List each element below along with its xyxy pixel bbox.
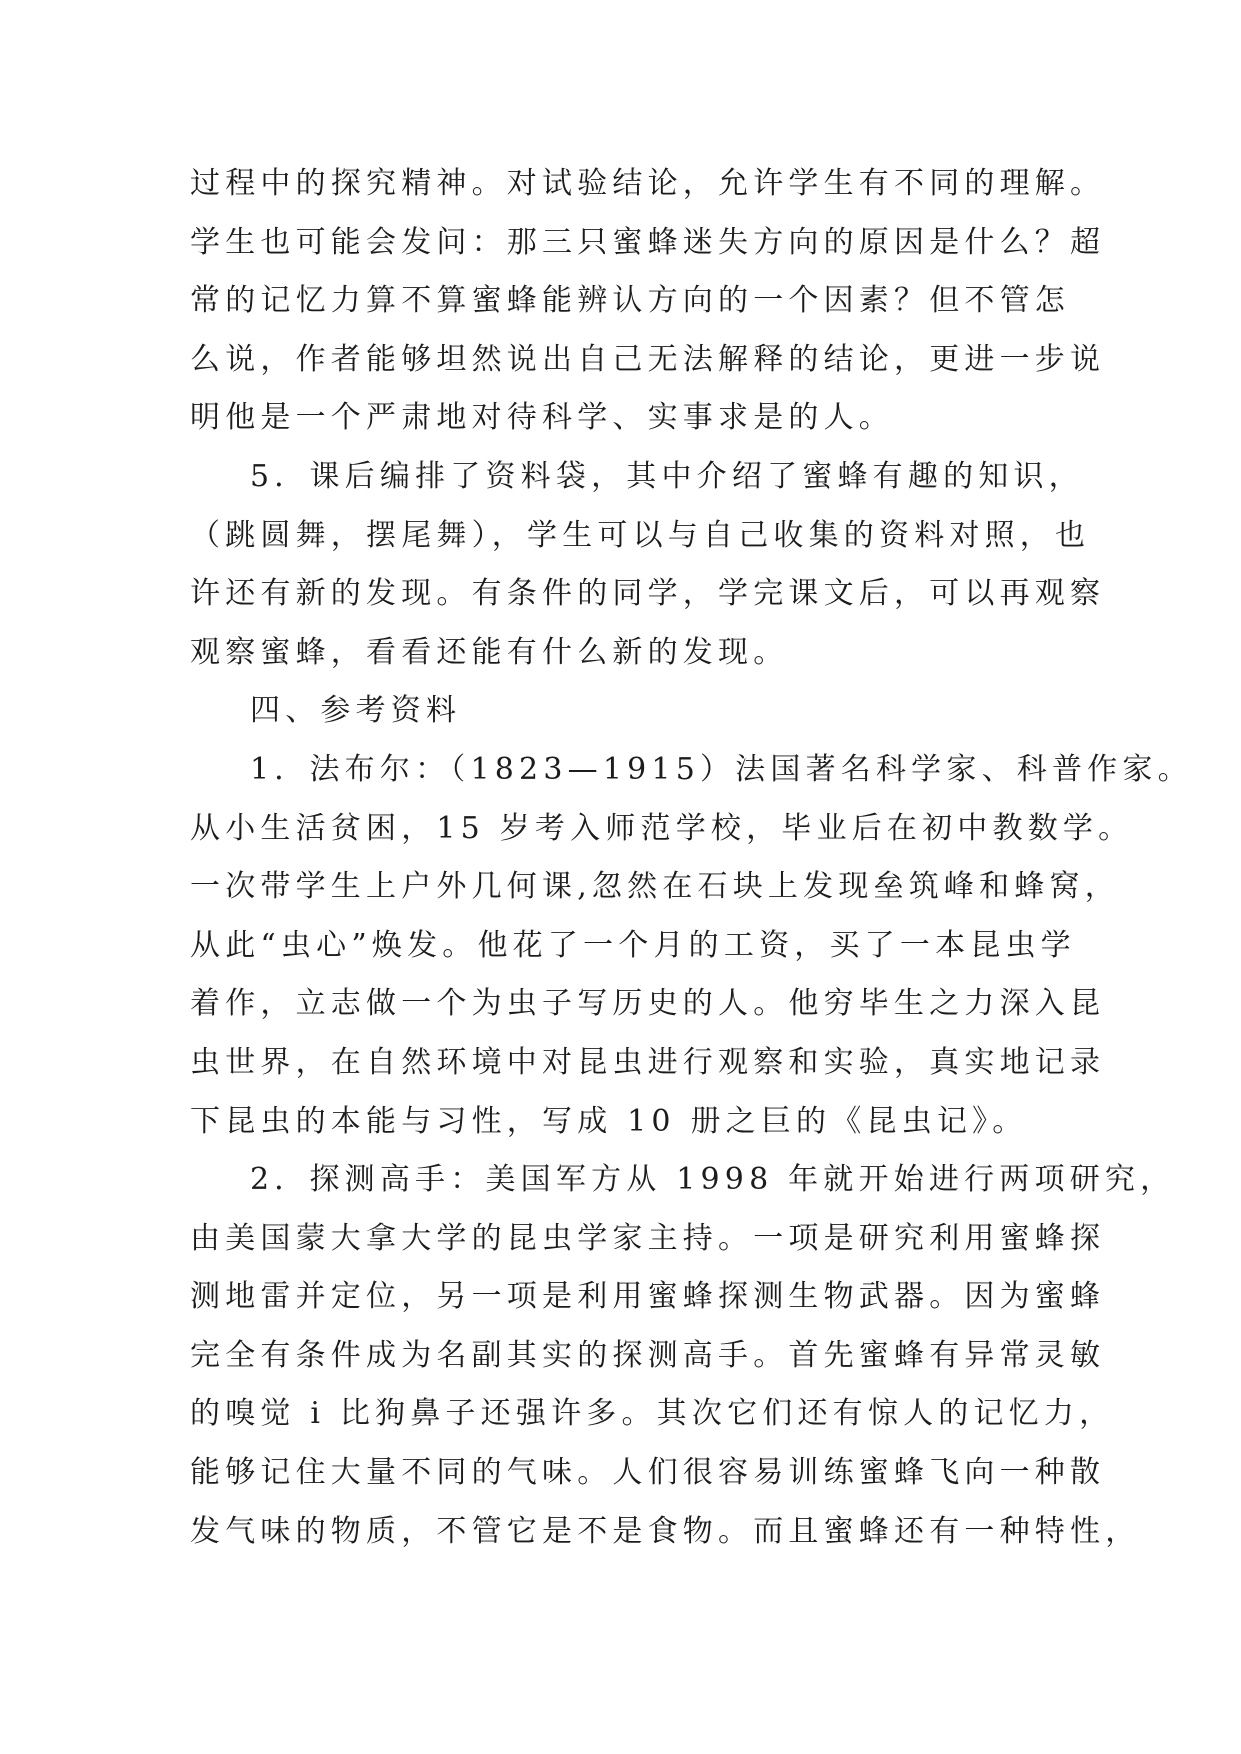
text-line: 常的记忆力算不算蜜蜂能辨认方向的一个因素？但不管怎 [190,283,1070,319]
paragraph-start-line: 2．探测高手：美国军方从 1998 年就开始进行两项研究， [250,1162,1176,1198]
text-line: 学生也可能会发问：那三只蜜蜂迷失方向的原因是什么？超 [190,224,1106,260]
paragraph-start-line: 5．课后编排了资料袋，其中介绍了蜜蜂有趣的知识， [250,458,1084,494]
text-line: 么说，作者能够坦然说出自己无法解释的结论，更进一步说 [190,341,1106,377]
text-line: 下昆虫的本能与习性，写成 10 册之巨的《昆虫记》。 [190,1103,1028,1139]
text-line: 观察蜜蜂，看看还能有什么新的发现。 [190,634,789,670]
text-line: 明他是一个严肃地对待科学、实事求是的人。 [190,400,894,436]
text-line: 测地雷并定位，另一项是利用蜜蜂探测生物武器。因为蜜蜂 [190,1279,1106,1315]
text-line: 着作，立志做一个为虫子写历史的人。他穷毕生之力深入昆 [190,986,1106,1022]
text-line: 从此“虫心”焕发。他花了一个月的工资，买了一本昆虫学 [190,927,1076,963]
text-line: 一次带学生上户外几何课,忽然在石块上发现垒筑峰和蜂窝， [190,869,1120,905]
text-line: 许还有新的发现。有条件的同学，学完课文后，可以再观察 [190,576,1106,612]
text-line: 的嗅觉 i 比狗鼻子还强许多。其次它们还有惊人的记忆力， [190,1396,1115,1432]
paragraph-start-line: 1．法布尔：（1823—1915）法国著名科学家、科普作家。 [250,751,1193,787]
text-line: 虫世界，在自然环境中对昆虫进行观察和实验，真实地记录 [190,1044,1106,1080]
section-heading: 四、参考资料 [250,693,462,729]
text-line: （跳圆舞，摆尾舞），学生可以与自己收集的资料对照，也 [190,517,1091,553]
text-line: 过程中的探究精神。对试验结论，允许学生有不同的理解。 [190,166,1106,201]
text-line: 完全有条件成为名副其实的探测高手。首先蜜蜂有异常灵敏 [190,1337,1106,1373]
text-line: 从小生活贫困，15 岁考入师范学校，毕业后在初中教数学。 [190,810,1134,846]
text-line: 由美国蒙大拿大学的昆虫学家主持。一项是研究利用蜜蜂探 [190,1220,1106,1256]
text-line: 能够记住大量不同的气味。人们很容易训练蜜蜂飞向一种散 [190,1455,1106,1491]
body-text [190,155,1193,1561]
text-line: 发气味的物质，不管它是不是食物。而且蜜蜂还有一种特性， [190,1513,1141,1549]
